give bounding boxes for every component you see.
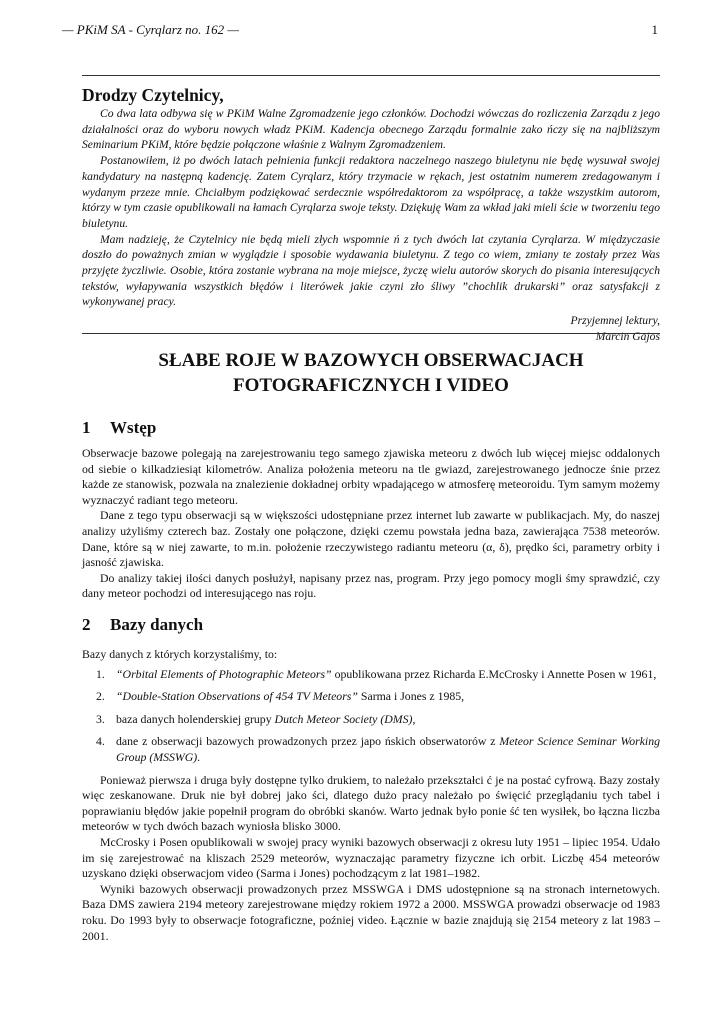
database-list bbox=[82, 667, 660, 766]
page-number: 1 bbox=[651, 22, 658, 37]
body-paragraph: Do analizy takiej ilości danych posłużył, napisany przez nas, program. Przy jego pomocy mogli śmy sprawdzić, czy dany meteor pochodzi od interesującego nas roju. bbox=[82, 570, 660, 601]
letter-closing: Przyjemnej lektury, bbox=[570, 314, 660, 328]
section-number: 1 bbox=[82, 418, 91, 437]
list-item-text: , bbox=[412, 711, 416, 726]
list-item-title: Dutch Meteor Society (DMS) bbox=[274, 711, 413, 726]
section-heading-bazy bbox=[82, 615, 203, 635]
editor-letter bbox=[82, 106, 660, 345]
list-item-text: . bbox=[197, 749, 201, 764]
letter-divider bbox=[82, 333, 660, 334]
list-number: 1. bbox=[96, 666, 105, 681]
body-paragraph: Ponieważ pierwsza i druga były dostępne tylko drukiem, to należało przekształci ć je na postać cyfrową. Bazy zostały więc zeskanowane. Druk nie był dobrej jako ści, dlatego dużo pracy należało po święcić przeglądaniu tych tabel i poprawianiu błędów jakie popełnił program do obróbki skanów. Warto jednak było ponie ść ten wysiłek, bo łączna liczba meteorów w tych dwóch bazach wyniosła blisko 3000. bbox=[82, 772, 660, 834]
body-paragraph: Wyniki bazowych obserwacji prowadzonych przez MSSWGA i DMS udostępnione są na stronach internetowych. Baza DMS zawiera 2194 meteory zarejestrowane między rokiem 1972 a 2000. MSSWGA prowadzi obserwacje od 1983 roku. Do 1993 były to obserwacje fotograficzne, poźniej video. Łącznie w bazie znajdują się 2154 meteory z lat 1983 – 2001. bbox=[82, 881, 660, 943]
list-item-text: Sarma i Jones z 1985, bbox=[357, 689, 465, 704]
letter-paragraph: Co dwa lata odbywa się w PKiM Walne Zgromadzenie jego członków. Dochodzi wówczas do rozliczenia Zarządu z jego działalności oraz do wyboru nowych władz PKiM. Kadencja obecnego Zarządu formalnie zako ńczy się na najbliższym Seminarium PKiM, które będzie połączone właśnie z Walnym Zgromadzeniem. bbox=[82, 107, 660, 152]
list-item-title: Meteor Science Seminar Working Group (MSSWG) bbox=[116, 734, 660, 764]
letter-paragraph: Mam nadzieję, że Czytelnicy nie będą mieli złych wspomnie ń z tych dwóch lat czytania Cyrqlarza. W międzyczasie doszło do poważnych zmian w wyglądzie i sposobie wydawania biuletynu. Z tego co wiem, zmiany te zostały przez Was przyjęte życzliwie. Osobie, która zostanie wybrana na moje miejsce, życzę wielu autorów skorych do pisania interesujących tekstów, wyłapywania wszystkich błędów i literówek jakie czyni zło śliwy ”chochlik drukarski” oraz satysfakcji z wykonywanej pracy. bbox=[82, 232, 660, 309]
section-body-wstep bbox=[82, 446, 660, 602]
section-body-bazy bbox=[82, 647, 660, 944]
list-number: 3. bbox=[96, 711, 105, 726]
section-heading-wstep bbox=[82, 418, 156, 438]
list-item bbox=[82, 689, 660, 705]
list-item-text: dane z obserwacji bazowych prowadzonych przez japo ńskich obserwatorów z bbox=[116, 734, 500, 749]
section-title: Wstęp bbox=[110, 418, 157, 437]
list-number: 4. bbox=[96, 734, 105, 749]
top-divider bbox=[82, 75, 660, 76]
body-paragraph: Bazy danych z których korzystaliśmy, to: bbox=[82, 647, 278, 661]
article-title-line1: SŁABE ROJE W BAZOWYCH OBSERWACJACH bbox=[158, 350, 584, 371]
list-number: 2. bbox=[96, 689, 105, 704]
body-paragraph: Dane z tego typu obserwacji są w większości udostępniane przez internet lub zawarte w publikacjach. My, do naszej analizy użyliśmy czterech baz. Zostały one połączone, dzięki czemu powstała jedna baza, zawierająca 7538 meteorów. Dane, które są w niej zawarte, to m.in. położenie rzeczywistego radiantu meteoru (α, δ), prędko ści, parametry orbity i jasność zjawiska. bbox=[82, 508, 660, 570]
list-item bbox=[82, 667, 660, 683]
list-item-title: “Orbital Elements of Photographic Meteors” bbox=[116, 666, 332, 681]
article-title-line2: FOTOGRAFICZNYCH I VIDEO bbox=[233, 375, 509, 396]
article-title bbox=[82, 348, 660, 398]
section-number: 2 bbox=[82, 615, 91, 634]
list-item-text: baza danych holenderskiej grupy bbox=[116, 711, 275, 726]
letter-paragraph: Postanowiłem, iż po dwóch latach pełnienia funkcji redaktora naczelnego naszego biuletynu nie będę wysuwał swojej kandydatury na następną kadencję. Zatem Cyrqlarz, który trzymacie w rękach, jest ostatnim numerem zredagowanym i wydanym przeze mnie. Chciałbym podziękować serdecznie współredaktorom za współpracę, a także wszystkim autorom, którzy w tym czasie opublikowali na łamach Cyrqlarza swoje teksty. Dziękuję Wam za wkład jaki mieli ście w tworzeniu tego biuletynu. bbox=[82, 154, 660, 230]
letter-author: Marcin Gajos bbox=[595, 329, 660, 343]
body-paragraph: McCrosky i Posen opublikowali w swojej pracy wyniki bazowych obserwacji z okresu luty 1951 – lipiec 1954. Udało im się zarejestrować na kliszach 2529 meteorów, wyznaczając parametry fizyczne ich orbit. Liczbę 454 meteorów uzyskano dzięki obserwacjom video (Sarma i Jones) pochodzącym z lat 1981–1982. bbox=[82, 834, 660, 881]
list-item-text: opublikowana przez Richarda E.McCrosky i Annette Posen w 1961, bbox=[331, 666, 657, 681]
section-title: Bazy danych bbox=[110, 615, 204, 634]
body-paragraph: Obserwacje bazowe polegają na zarejestrowaniu tego samego zjawiska meteoru z dwóch lub więcej miejsc oddalonych od siebie o kilkadziesiąt kilometrów. Analiza położenia meteoru na tle gwiazd, zarejestrowanego jednocze śnie przez każde ze stanowisk, pozwala na znalezienie dokładnej orbity wpadającego w atmosferę meteoroidu. Tym samym możemy wyznaczyć radiant tego meteoru. bbox=[82, 446, 660, 507]
list-item bbox=[82, 712, 660, 728]
letter-greeting: Drodzy Czytelnicy, bbox=[82, 85, 224, 105]
running-header: — PKiM SA - Cyrqlarz no. 162 — bbox=[62, 22, 239, 37]
list-item-title: “Double-Station Observations of 454 TV Meteors” bbox=[116, 689, 358, 704]
list-item bbox=[82, 734, 660, 765]
